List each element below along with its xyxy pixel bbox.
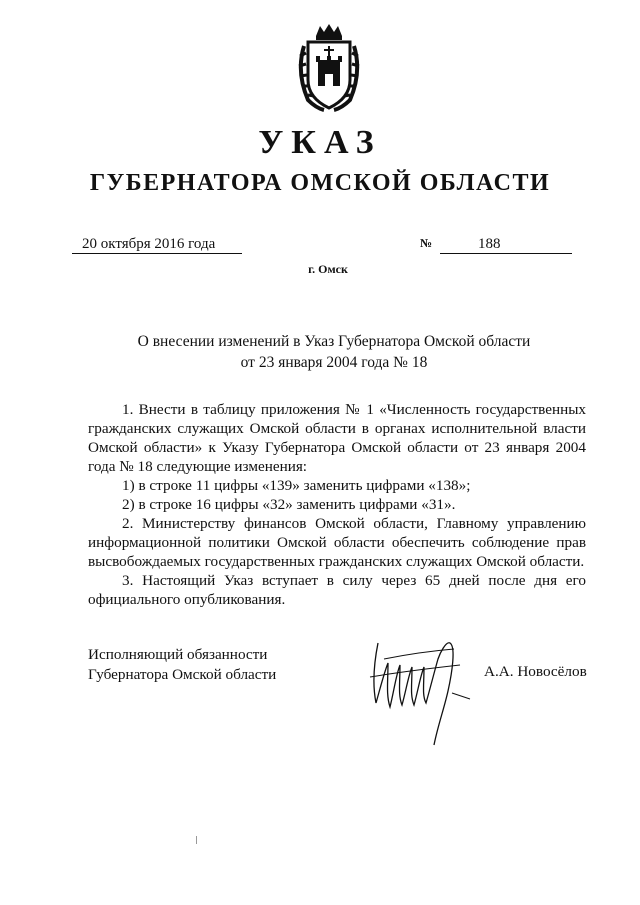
paragraph-1-item-2: 2) в строке 16 цифры «32» заменить цифрами «31».: [122, 496, 456, 513]
decree-body: [88, 400, 586, 609]
decree-heading-line2: от 23 января 2004 года № 18: [240, 354, 428, 371]
handwritten-signature-icon: [364, 633, 474, 748]
paragraph-3: 3. Настоящий Указ вступает в силу через 65 дней после дня его официального опубликования.: [88, 572, 586, 608]
number-label: №: [420, 236, 433, 250]
signatory-position-line2: Губернатора Омской области: [88, 666, 277, 683]
decree-heading: [0, 331, 640, 373]
decree-heading-line1: О внесении изменений в Указ Губернатора Омской области: [137, 333, 531, 350]
document-number: 188: [440, 235, 572, 254]
document-city: г. Омск: [308, 262, 348, 276]
coat-of-arms-icon: [294, 22, 364, 112]
signatory-position: [88, 645, 276, 685]
paragraph-1: 1. Внести в таблицу приложения № 1 «Численность государственных гражданских служащих Омской области в органах исполнительной власти Омской области» к Указу Губернатора Омской области от 23 января 2004 года № 18 следующие изменения:: [88, 401, 586, 475]
signatory-name: А.А. Новосёлов: [484, 663, 587, 680]
signatory-position-line1: Исполняющий обязанности: [88, 646, 268, 663]
document-title: УКАЗ: [258, 124, 382, 161]
document-subtitle: ГУБЕРНАТОРА ОМСКОЙ ОБЛАСТИ: [89, 170, 551, 196]
document-date: 20 октября 2016 года: [72, 235, 242, 254]
paragraph-2: 2. Министерству финансов Омской области, Главному управлению информационной политики Омской области обеспечить соблюдение прав высвобождаемых государственных гражданских служащих Омской области.: [88, 515, 586, 570]
paragraph-1-item-1: 1) в строке 11 цифры «139» заменить цифрами «138»;: [122, 477, 471, 494]
scan-mark: [196, 836, 197, 844]
